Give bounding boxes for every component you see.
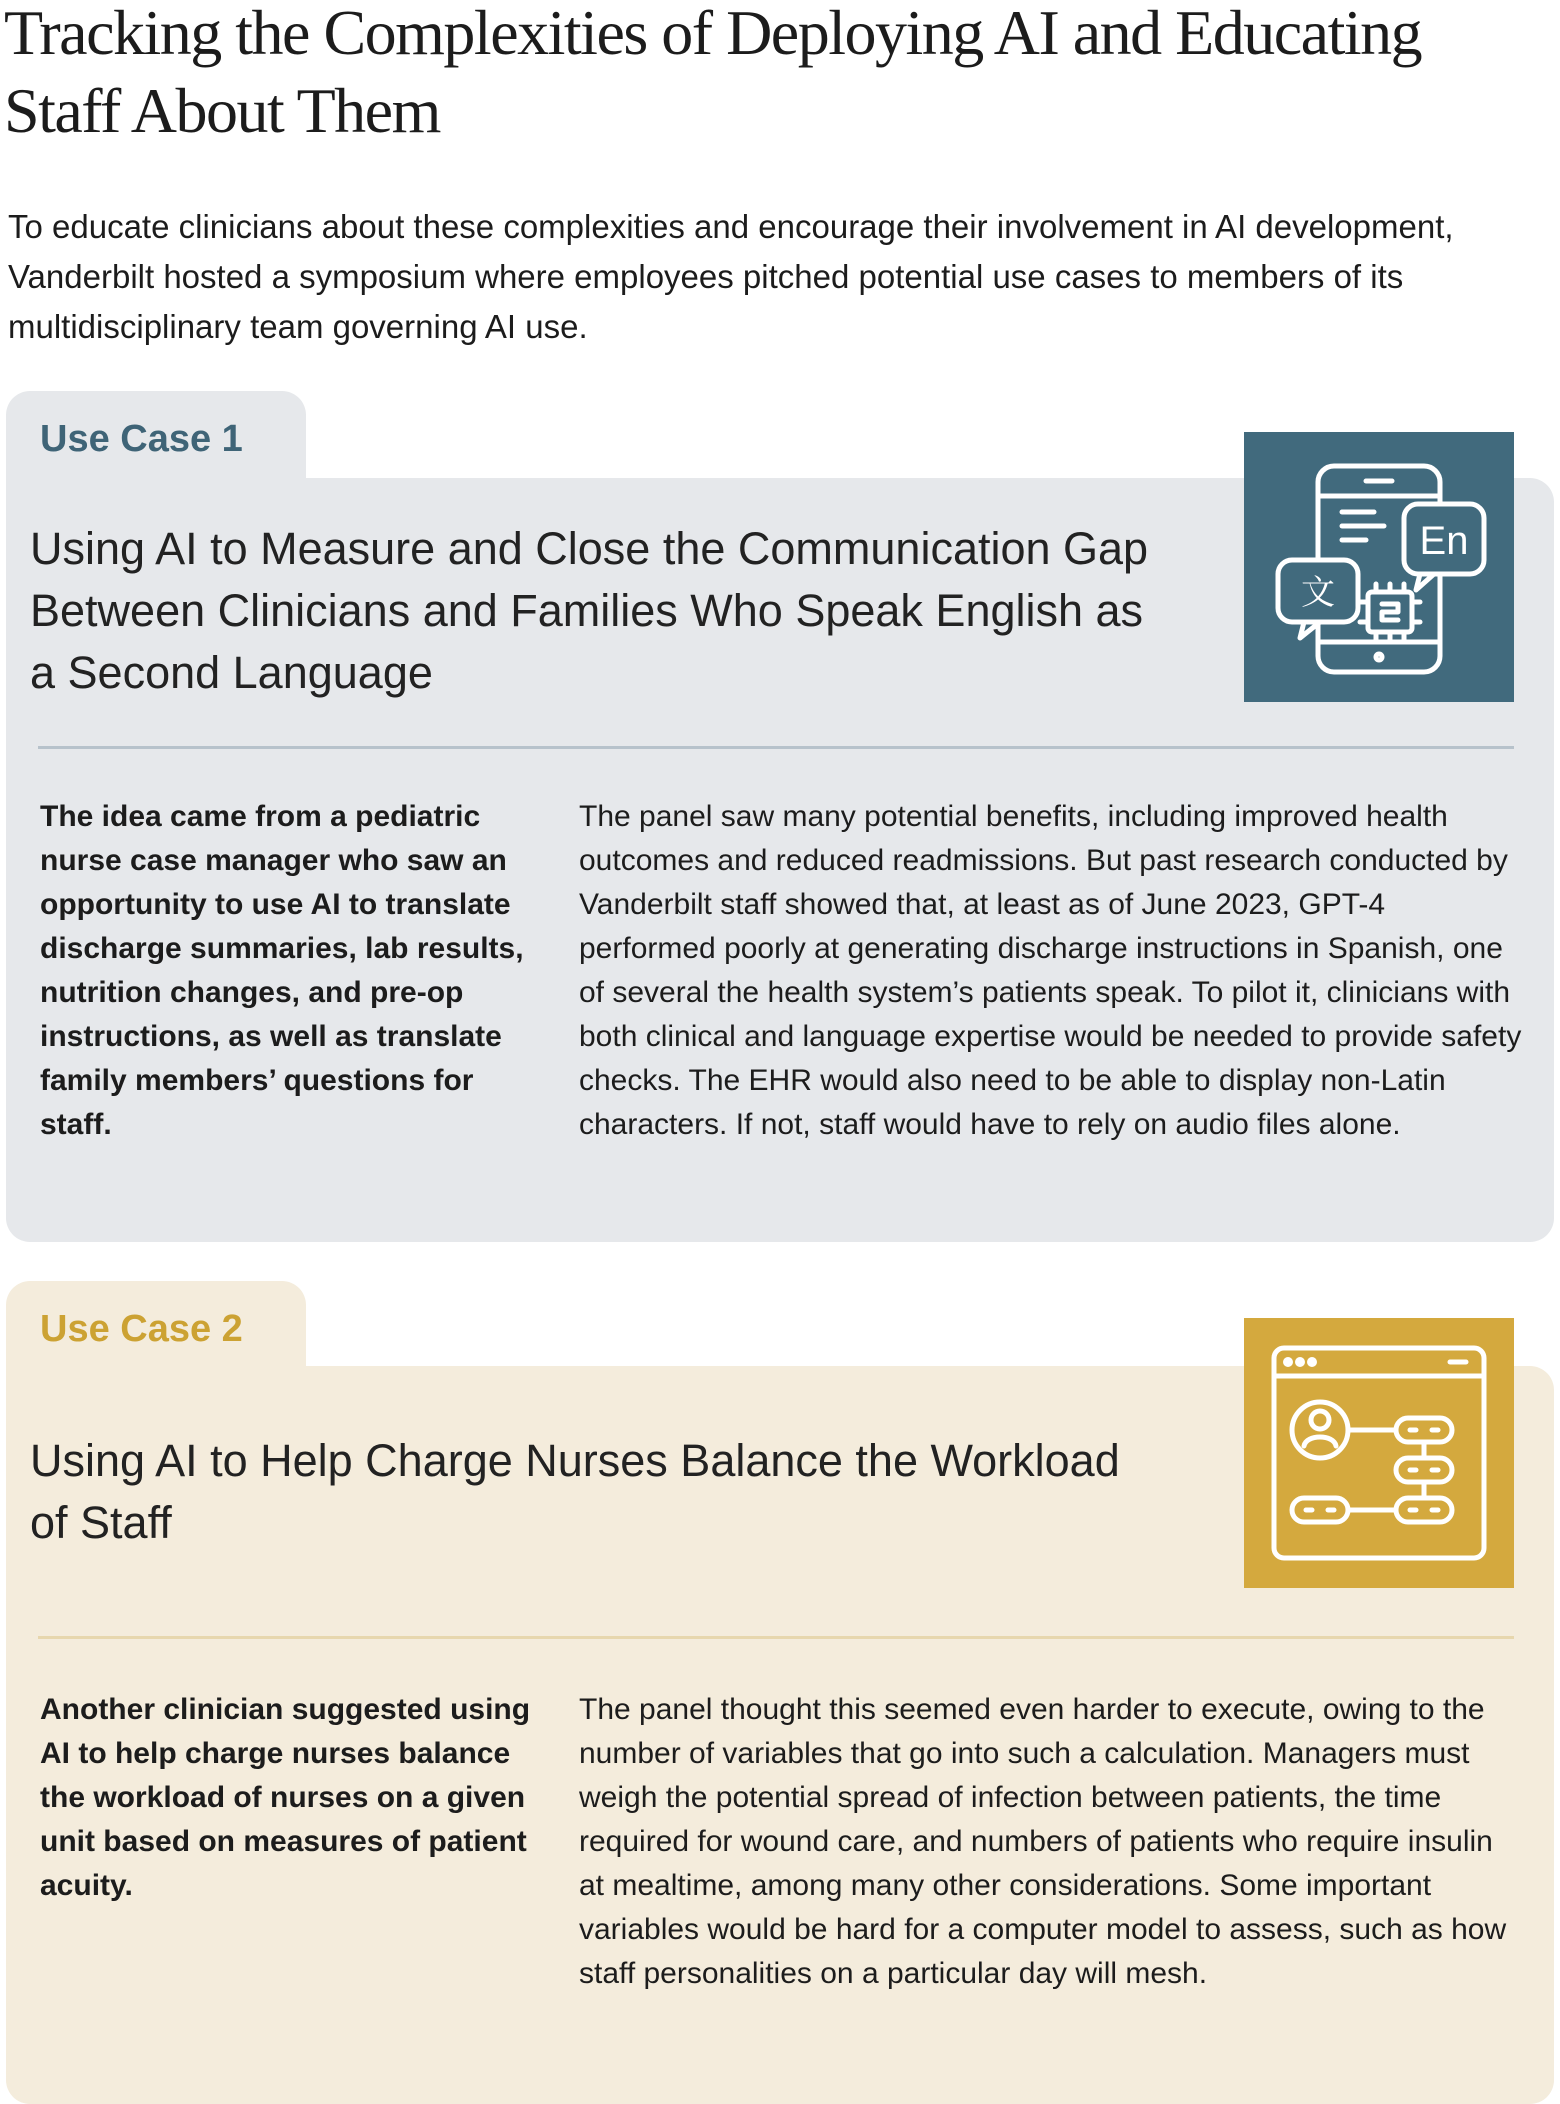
use-case-2-body: The panel thought this seemed even harder to execute, owing to the number of variables that go into such a calculation. Managers must weigh the potential spread of infection between patients, the time required for wound care, and numbers of patients who require insulin at mealtime, among many other considerations. Some important variables would be hard for a computer model to assess, such as how staff personalities on a particular day will mesh.: [579, 1693, 1507, 1990]
use-case-1-body: The panel saw many potential benefits, including improved health outcomes and reduced readmissions. But past research conducted by Vanderbilt staff showed that, at least as of June 2023, GPT-4 performed poorly at generating discharge instructions in Spanish, one of several the health system’s patients speak. To pilot it, clinicians with both clinical and language expertise would be needed to provide safety checks. The EHR would also need to be able to display non-Latin characters. If not, staff would have to rely on audio files alone.: [579, 800, 1522, 1141]
workflow-window-icon: [1244, 1318, 1514, 1588]
phone-translation-icon: [1244, 432, 1514, 702]
use-case-1-lead: The idea came from a pediatric nurse case manager who saw an opportunity to use AI to translate discharge summaries, lab results, nutrition changes, and pre-op instructions, as well as translate family members’ questions for staff.: [40, 800, 524, 1141]
intro-paragraph: To educate clinicians about these complexities and encourage their involvement in AI development, Vanderbilt hosted a symposium where employees pitched potential use cases to members of its multidisciplinary team governing AI use.: [8, 208, 1454, 345]
use-case-2-divider: [38, 1636, 1514, 1639]
use-case-1-label: Use Case 1: [40, 418, 243, 460]
use-case-1-divider: [38, 746, 1514, 749]
use-case-1-tab: [6, 391, 306, 491]
page-title: Tracking the Complexities of Deploying AI and Educating Staff About Them: [4, 0, 1422, 146]
use-case-1-title: Using AI to Measure and Close the Communication Gap Between Clinicians and Families Who Speak English as a Second Language: [30, 523, 1149, 698]
use-case-2-title: Using AI to Help Charge Nurses Balance the Workload of Staff: [30, 1435, 1120, 1548]
svg-text:文: 文: [1301, 573, 1335, 613]
use-case-2-lead: Another clinician suggested using AI to help charge nurses balance the workload of nurses on a given unit based on measures of patient acuity.: [40, 1693, 531, 1902]
use-case-2-label: Use Case 2: [40, 1308, 243, 1350]
svg-text:En: En: [1419, 519, 1469, 563]
